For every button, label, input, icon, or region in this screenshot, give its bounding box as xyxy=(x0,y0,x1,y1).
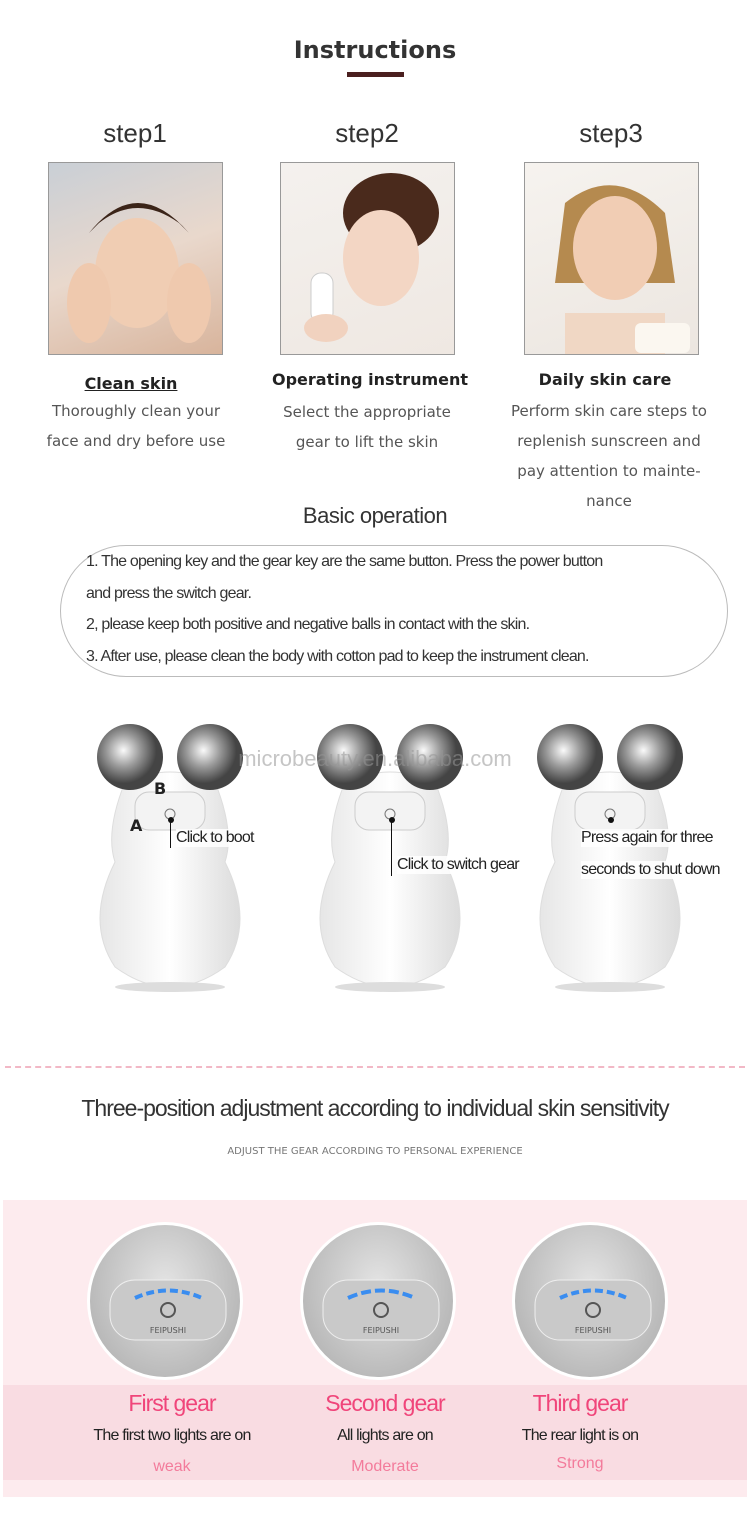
gear1-level: weak xyxy=(153,1458,191,1475)
brand-text: FEIPUSHI xyxy=(574,1326,612,1335)
gear2-desc: All lights are on xyxy=(337,1427,433,1444)
gears-subtitle: ADJUST THE GEAR ACCORDING TO PERSONAL EXPERIENCE xyxy=(227,1146,523,1157)
gear1-desc: The first two lights are on xyxy=(93,1427,251,1444)
step1-desc xyxy=(21,396,251,456)
step3-photo-skin-care xyxy=(524,162,699,355)
brand-text: FEIPUSHI xyxy=(149,1326,187,1335)
page-title: Instructions xyxy=(293,36,457,64)
step2-desc-line: gear to lift the skin xyxy=(295,433,439,451)
gear2-closeup xyxy=(300,1222,456,1380)
gear2-level: Moderate xyxy=(351,1458,419,1475)
step1-photo-washing-face xyxy=(48,162,223,355)
rule-line: 2, please keep both positive and negative balls in contact with the skin. xyxy=(86,616,530,633)
pointer-dot xyxy=(389,817,395,823)
rule-line: 1. The opening key and the gear key are the same button. Press the power button xyxy=(86,553,603,570)
step1-desc-line: Thoroughly clean your xyxy=(51,402,221,420)
step3-desc-line: pay attention to mainte- xyxy=(517,462,701,480)
step3-desc-line: nance xyxy=(586,492,632,510)
title-underline xyxy=(347,72,404,77)
step1-desc-line: face and dry before use xyxy=(46,432,226,450)
step3-desc-line: replenish sunscreen and xyxy=(517,432,701,450)
gear2-title: Second gear xyxy=(325,1390,445,1416)
pointer-dot xyxy=(608,817,614,823)
brand-text: FEIPUSHI xyxy=(362,1326,400,1335)
step3-desc-line: Perform skin care steps to xyxy=(511,402,707,420)
callout-shutdown-line1: Press again for three xyxy=(581,829,713,846)
step2-photo-using-device xyxy=(280,162,455,355)
gear3-closeup xyxy=(512,1222,668,1380)
gear3-desc: The rear light is on xyxy=(521,1427,639,1444)
watermark: microbeauty.en.alibaba.com xyxy=(238,746,512,771)
label-a: A xyxy=(130,816,143,835)
step2-label: step2 xyxy=(335,118,399,148)
pointer-line xyxy=(170,822,171,848)
basic-operation-title: Basic operation xyxy=(302,503,448,528)
gear1-closeup xyxy=(87,1222,243,1380)
rule-line: and press the switch gear. xyxy=(86,585,252,602)
step2-title: Operating instrument xyxy=(271,370,469,389)
step2-desc xyxy=(252,397,482,457)
step3-desc xyxy=(494,396,724,516)
callout-click-to-boot: Click to boot xyxy=(176,829,254,846)
gear1-title: First gear xyxy=(128,1390,216,1416)
pointer-line xyxy=(391,822,392,876)
gear3-level: Strong xyxy=(556,1455,604,1472)
pointer-dot xyxy=(168,817,174,823)
label-b: B xyxy=(154,779,167,798)
section-divider xyxy=(5,1066,745,1068)
step1-label: step1 xyxy=(103,118,167,148)
step3-title: Daily skin care xyxy=(538,370,672,389)
step3-label: step3 xyxy=(579,118,643,148)
step2-desc-line: Select the appropriate xyxy=(283,403,451,421)
callout-shutdown-line2: seconds to shut down xyxy=(581,861,720,878)
rule-line: 3. After use, please clean the body with cotton pad to keep the instrument clean. xyxy=(86,648,589,665)
callout-switch-gear: Click to switch gear xyxy=(397,856,519,873)
gear3-title: Third gear xyxy=(532,1390,628,1416)
gears-title: Three-position adjustment according to individual skin sensitivity xyxy=(81,1095,669,1121)
step1-title: Clean skin xyxy=(84,374,178,393)
